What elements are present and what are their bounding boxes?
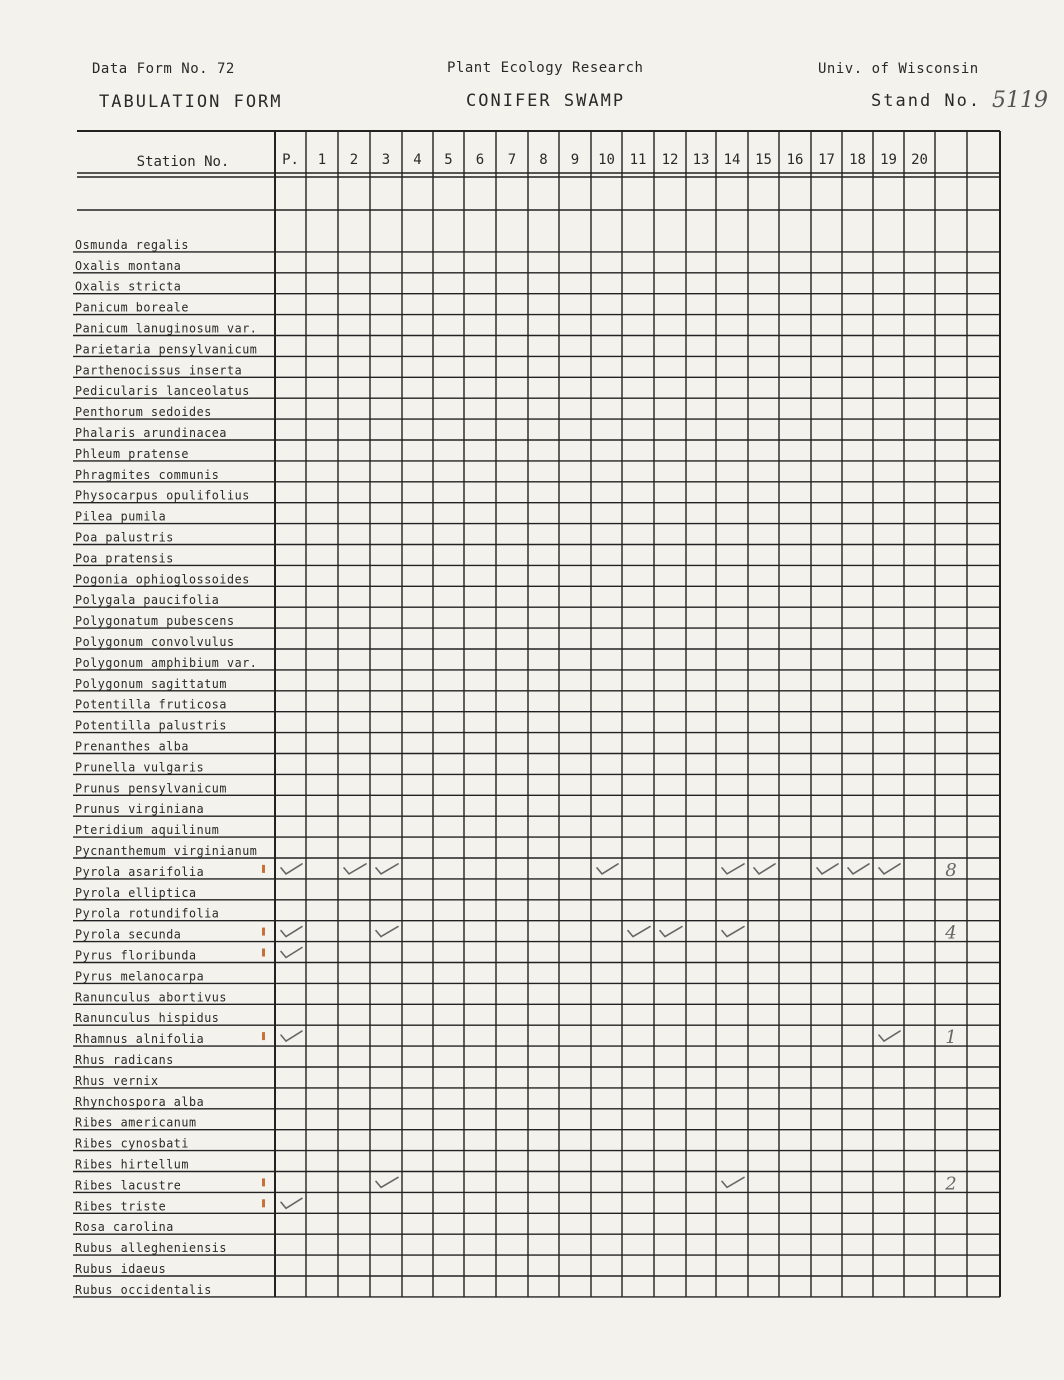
- species-label: Rhus radicans: [75, 1052, 174, 1067]
- check-mark: [628, 927, 650, 937]
- orange-marker: [262, 1178, 265, 1186]
- form-title: TABULATION FORM: [99, 92, 283, 112]
- species-label: Pogonia ophioglossoides: [75, 571, 250, 587]
- stand-number-label: Stand No.: [871, 91, 982, 111]
- species-label: Pyrus melanocarpa: [75, 968, 205, 984]
- species-label: Polygonum sagittatum: [75, 675, 227, 691]
- species-label: Rosa carolina: [75, 1219, 174, 1235]
- row-total: 4: [945, 922, 957, 944]
- species-label: Ranunculus hispidus: [75, 1010, 220, 1026]
- check-mark: [848, 864, 869, 874]
- species-label: Prenanthes alba: [75, 738, 189, 754]
- column-header: 16: [786, 152, 804, 168]
- column-header: 2: [349, 152, 359, 168]
- university-name: Univ. of Wisconsin: [818, 61, 979, 77]
- species-label: Phleum pratense: [75, 445, 189, 461]
- species-label: Penthorum sedoides: [75, 404, 212, 420]
- research-title: Plant Ecology Research: [447, 60, 644, 76]
- orange-marker: [262, 949, 265, 957]
- check-mark: [722, 1177, 744, 1187]
- species-label: Polygonatum pubescens: [75, 613, 235, 629]
- species-label: Poa pratensis: [75, 550, 174, 566]
- check-mark: [597, 864, 618, 874]
- check-mark: [722, 927, 744, 937]
- column-header: 17: [818, 152, 835, 168]
- species-label: Parietaria pensylvanicum: [75, 341, 258, 357]
- stand-number-value[interactable]: 5119: [992, 88, 1048, 113]
- station-no-label: Station No.: [136, 154, 230, 170]
- column-header: 6: [475, 152, 485, 168]
- check-mark: [817, 864, 838, 874]
- species-label: Pyrola secunda: [75, 926, 182, 942]
- column-header: P.: [282, 152, 299, 168]
- species-label: Prunus pensylvanicum: [75, 780, 227, 796]
- column-header: 7: [507, 152, 517, 168]
- species-label: Poa palustris: [75, 529, 174, 545]
- species-label: Panicum lanuginosum var.: [75, 320, 258, 336]
- species-label: Rubus occidentalis: [75, 1281, 212, 1297]
- orange-marker: [262, 1199, 265, 1207]
- species-label: Pyrola rotundifolia: [75, 905, 220, 921]
- check-mark: [879, 864, 900, 874]
- species-label: Ribes triste: [75, 1198, 167, 1214]
- check-mark: [879, 1031, 900, 1041]
- column-header: 9: [570, 152, 580, 168]
- row-total: 2: [945, 1173, 957, 1195]
- species-label: Prunus virginiana: [75, 801, 205, 817]
- species-label: Phalaris arundinacea: [75, 425, 227, 440]
- row-total: 1: [945, 1027, 957, 1049]
- column-header: 20: [911, 152, 928, 168]
- column-header: 4: [413, 152, 422, 168]
- species-label: Rhamnus alnifolia: [75, 1031, 205, 1047]
- species-label: Polygala paucifolia: [75, 592, 220, 608]
- check-mark: [281, 864, 302, 874]
- column-header: 1: [317, 152, 327, 168]
- check-mark: [281, 1031, 302, 1041]
- species-label: Parthenocissus inserta: [75, 362, 243, 378]
- column-header: 12: [661, 152, 679, 168]
- species-label: Rhynchospora alba: [75, 1093, 205, 1109]
- check-mark: [281, 948, 302, 958]
- column-header: 11: [629, 152, 647, 168]
- column-header: 19: [880, 152, 897, 168]
- species-label: Phragmites communis: [75, 466, 220, 482]
- column-header: 5: [444, 152, 453, 168]
- column-header: 10: [598, 152, 615, 168]
- column-header: 14: [723, 152, 741, 168]
- check-mark: [344, 864, 366, 874]
- community-title: CONIFER SWAMP: [466, 91, 626, 111]
- check-mark: [722, 864, 744, 874]
- orange-marker: [262, 928, 265, 936]
- species-label: Polygonum amphibium var.: [75, 654, 258, 670]
- species-label: Polygonum convolvulus: [75, 634, 235, 649]
- species-label: Osmunda regalis: [75, 236, 189, 252]
- species-label: Ribes americanum: [75, 1114, 197, 1130]
- check-mark: [376, 927, 398, 937]
- species-label: Pyrus floribunda: [75, 947, 197, 963]
- species-label: Physocarpus opulifolius: [75, 487, 250, 503]
- row-total: 8: [945, 859, 957, 881]
- orange-marker: [262, 1032, 265, 1040]
- check-mark: [754, 864, 775, 874]
- check-mark: [376, 864, 398, 874]
- column-header: 13: [692, 152, 710, 168]
- column-header: 18: [849, 152, 866, 168]
- orange-marker: [262, 865, 265, 873]
- species-label: Ribes hirtellum: [75, 1156, 189, 1172]
- species-label: Rubus allegheniensis: [75, 1240, 227, 1256]
- species-label: Pteridium aquilinum: [75, 822, 220, 838]
- species-label: Oxalis montana: [75, 257, 182, 273]
- column-header: 8: [539, 152, 548, 168]
- column-header: 3: [381, 152, 391, 168]
- check-mark: [281, 1198, 302, 1208]
- species-label: Rubus idaeus: [75, 1261, 167, 1276]
- check-mark: [281, 927, 302, 937]
- species-label: Ribes lacustre: [75, 1177, 182, 1193]
- column-header: 15: [755, 152, 772, 168]
- species-label: Prunella vulgaris: [75, 759, 205, 775]
- species-label: Ranunculus abortivus: [75, 989, 227, 1005]
- check-mark: [660, 927, 682, 937]
- check-mark: [376, 1177, 398, 1187]
- species-label: Oxalis stricta: [75, 278, 182, 294]
- species-label: Ribes cynosbati: [75, 1135, 189, 1151]
- species-label: Pycnanthemum virginianum: [75, 843, 258, 858]
- species-label: Pilea pumila: [75, 508, 167, 524]
- species-label: Pyrola elliptica: [75, 884, 197, 900]
- species-label: Panicum boreale: [75, 299, 189, 315]
- species-label: Potentilla fruticosa: [75, 696, 227, 712]
- species-label: Pyrola asarifolia: [75, 863, 205, 879]
- form-number: Data Form No. 72: [92, 61, 235, 77]
- species-label: Potentilla palustris: [75, 717, 227, 733]
- species-label: Pedicularis lanceolatus: [75, 383, 250, 399]
- species-label: Rhus vernix: [75, 1072, 159, 1088]
